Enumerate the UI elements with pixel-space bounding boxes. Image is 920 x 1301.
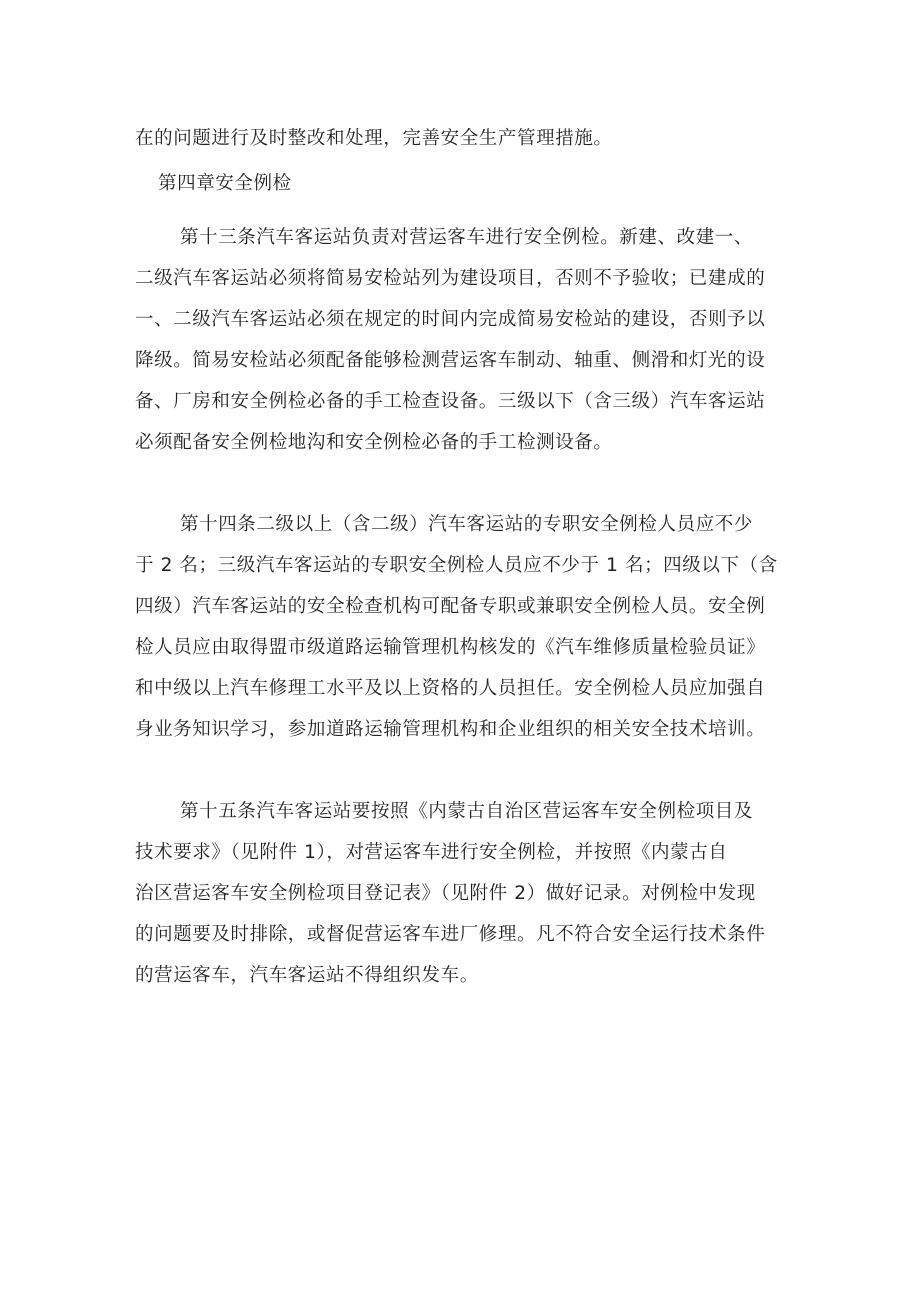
paragraph-line: 降级。简易安检站必须配备能够检测营运客车制动、轴重、侧滑和灯光的设 <box>135 350 766 371</box>
continuation-paragraph <box>135 118 795 159</box>
paragraph-line: 第十三条汽车客运站负责对营运客车进行安全例检。新建、改建一、 <box>180 227 754 248</box>
paragraph-line: 在的问题进行及时整改和处理，完善安全生产管理措施。 <box>135 128 613 149</box>
chapter-heading: 第四章安全例检 <box>158 173 292 194</box>
paragraph-line: 备、厂房和安全例检必备的手工检查设备。三级以下（含三级）汽车客运站 <box>135 391 766 412</box>
paragraph-line: 和中级以上汽车修理工水平及以上资格的人员担任。安全例检人员应加强自 <box>135 678 766 699</box>
paragraph-line: 四级）汽车客运站的安全检查机构可配备专职或兼职安全例检人员。安全例 <box>135 596 766 617</box>
article-13-paragraph <box>135 217 795 463</box>
paragraph-line: 第十四条二级以上（含二级）汽车客运站的专职安全例检人员应不少 <box>180 514 754 535</box>
paragraph-line: 检人员应由取得盟市级道路运输管理机构核发的《汽车维修质量检验员证》 <box>135 637 766 658</box>
paragraph-line: 的营运客车，汽车客运站不得组织发车。 <box>135 965 479 986</box>
paragraph-line: 一、二级汽车客运站必须在规定的时间内完成简易安检站的建设，否则予以 <box>135 309 766 330</box>
paragraph-line: 的问题要及时排除，或督促营运客车进厂修理。凡不符合安全运行技术条件 <box>135 924 766 945</box>
paragraph-line: 身业务知识学习，参加道路运输管理机构和企业组织的相关安全技术培训。 <box>135 719 766 740</box>
article-14-paragraph <box>135 504 795 750</box>
article-15-paragraph <box>135 791 795 996</box>
paragraph-line: 二级汽车客运站必须将简易安检站列为建设项目，否则不予验收；已建成的 <box>135 268 766 289</box>
paragraph-line: 治区营运客车安全例检项目登记表》（见附件 2）做好记录。对例检中发现 <box>135 883 756 904</box>
paragraph-line: 于 2 名；三级汽车客运站的专职安全例检人员应不少于 1 名；四级以下（含 <box>135 555 778 576</box>
paragraph-line: 第十五条汽车客运站要按照《内蒙古自治区营运客车安全例检项目及 <box>180 801 754 822</box>
paragraph-line: 必须配备安全例检地沟和安全例检必备的手工检测设备。 <box>135 432 613 453</box>
paragraph-line: 技术要求》（见附件 1），对营运客车进行安全例检，并按照《内蒙古自 <box>135 842 728 863</box>
